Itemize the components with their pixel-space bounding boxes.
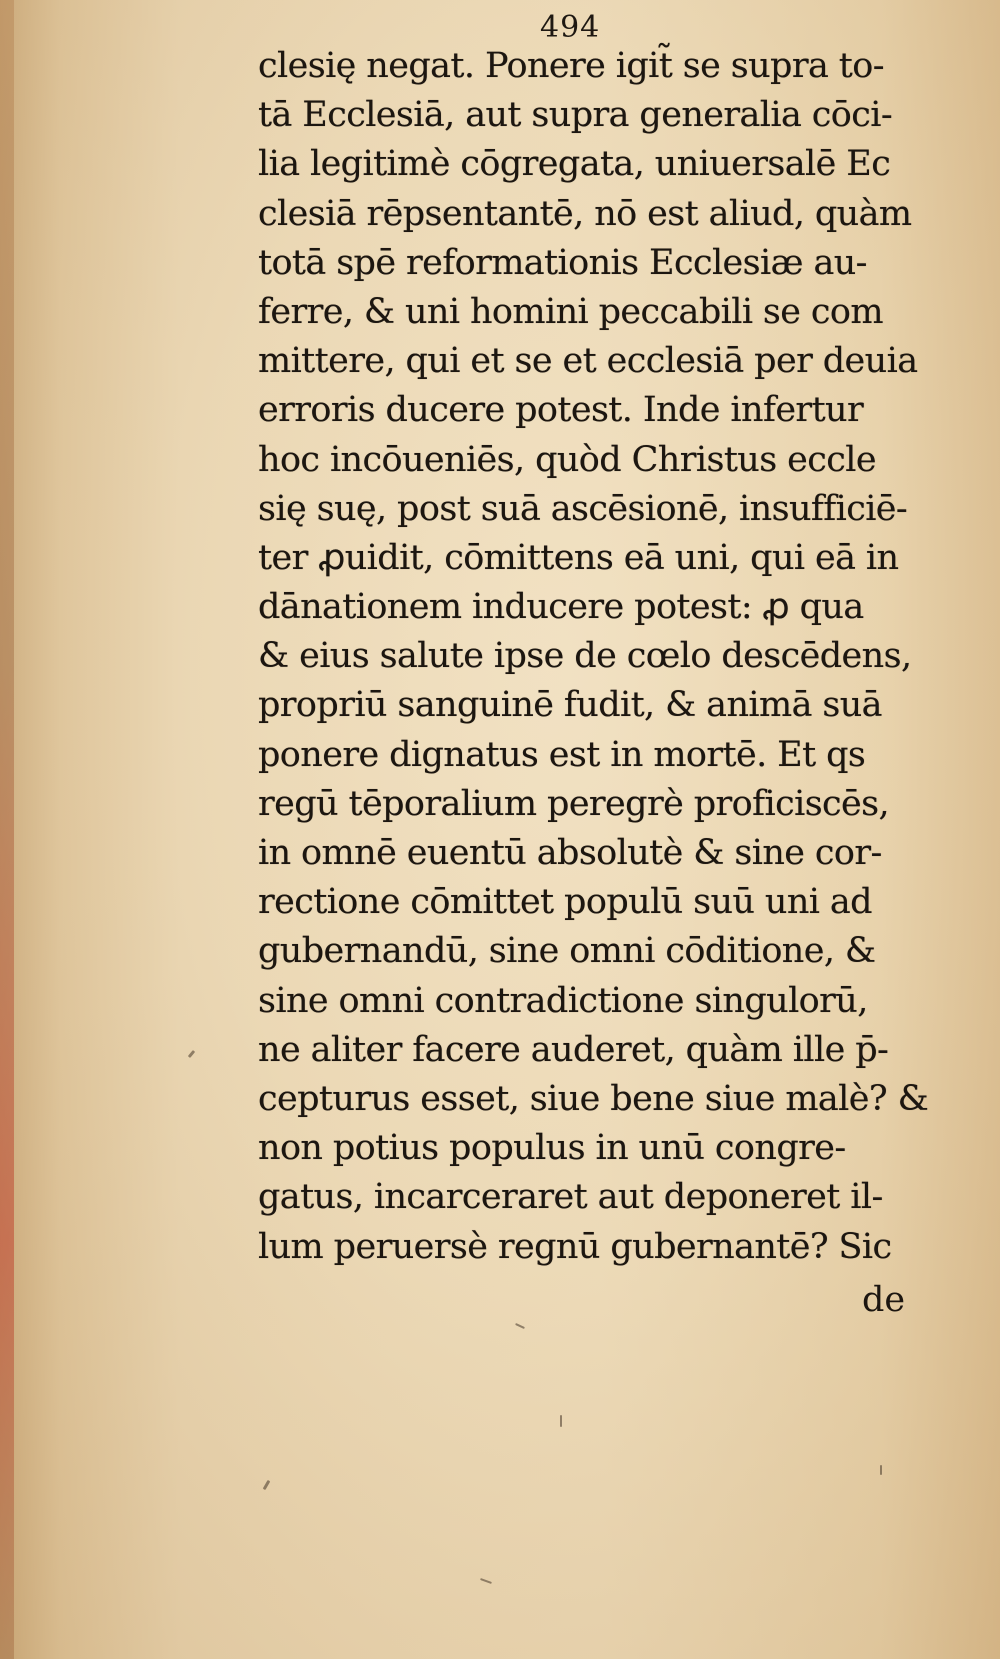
text-line: cepturus esset, siue bene siue malè? & <box>258 1078 929 1119</box>
paper-speck <box>263 1480 271 1490</box>
text-line: dānationem inducere potest: ꝓ qua <box>258 587 864 628</box>
paper-speck <box>480 1578 492 1584</box>
binding-edge-stain <box>0 0 14 1659</box>
text-line: rectione cōmittet populū suū uni ad <box>258 882 872 923</box>
text-line: ponere dignatus est in mortē. Et qs <box>258 734 866 775</box>
text-line: erroris ducere potest. Inde infertur <box>258 390 864 431</box>
paper-speck <box>188 1050 195 1058</box>
text-line: clesiā rēpsentantē, nō est aliud, quàm <box>258 193 912 234</box>
text-line: totā spē reformationis Ecclesiæ au- <box>258 242 867 283</box>
text-line: hoc incōueniēs, quòd Christus eccle <box>258 439 876 480</box>
text-line: ne aliter facere auderet, quàm ille p̄- <box>258 1029 889 1070</box>
text-line: mittere, qui et se et ecclesiā per deuia <box>258 341 918 382</box>
text-line: sine omni contradictione singulorū, <box>258 980 868 1021</box>
text-line: clesię negat. Ponere igit̃ se supra to- <box>258 46 884 86</box>
text-line: ter ꝓuidit, cōmittens eā uni, qui eā in <box>258 537 899 578</box>
text-line: & eius salute ipse de cœlo descēdens, <box>258 636 912 677</box>
text-line: propriū sanguinē fudit, & animā suā <box>258 685 882 726</box>
text-line: in omnē euentū absolutè & sine cor- <box>258 833 882 873</box>
text-line: regū tēporalium peregrè proficiscēs, <box>258 783 890 824</box>
catchword: de <box>862 1280 906 1320</box>
text-line: non potius populus in unū congre- <box>258 1128 846 1169</box>
text-line: gatus, incarceraret aut deponeret il- <box>258 1177 883 1218</box>
paper-speck <box>515 1323 525 1329</box>
text-line: gubernandū, sine omni cōditione, & <box>258 931 876 972</box>
paper-speck <box>880 1465 882 1475</box>
paper-speck <box>560 1415 562 1427</box>
text-line: tā Ecclesiā, aut supra generalia cōci- <box>258 95 893 136</box>
text-line: ferre, & uni homini peccabili se com <box>258 291 883 332</box>
text-line: się suę, post suā ascēsionē, insufficiē- <box>258 488 908 529</box>
page-number: 494 <box>540 10 601 45</box>
latin-text-block <box>258 42 958 1272</box>
text-line: lia legitimè cōgregata, uniuersalē Ec <box>258 144 891 185</box>
text-line: lum peruersè regnū gubernantē? Sic <box>258 1226 892 1267</box>
